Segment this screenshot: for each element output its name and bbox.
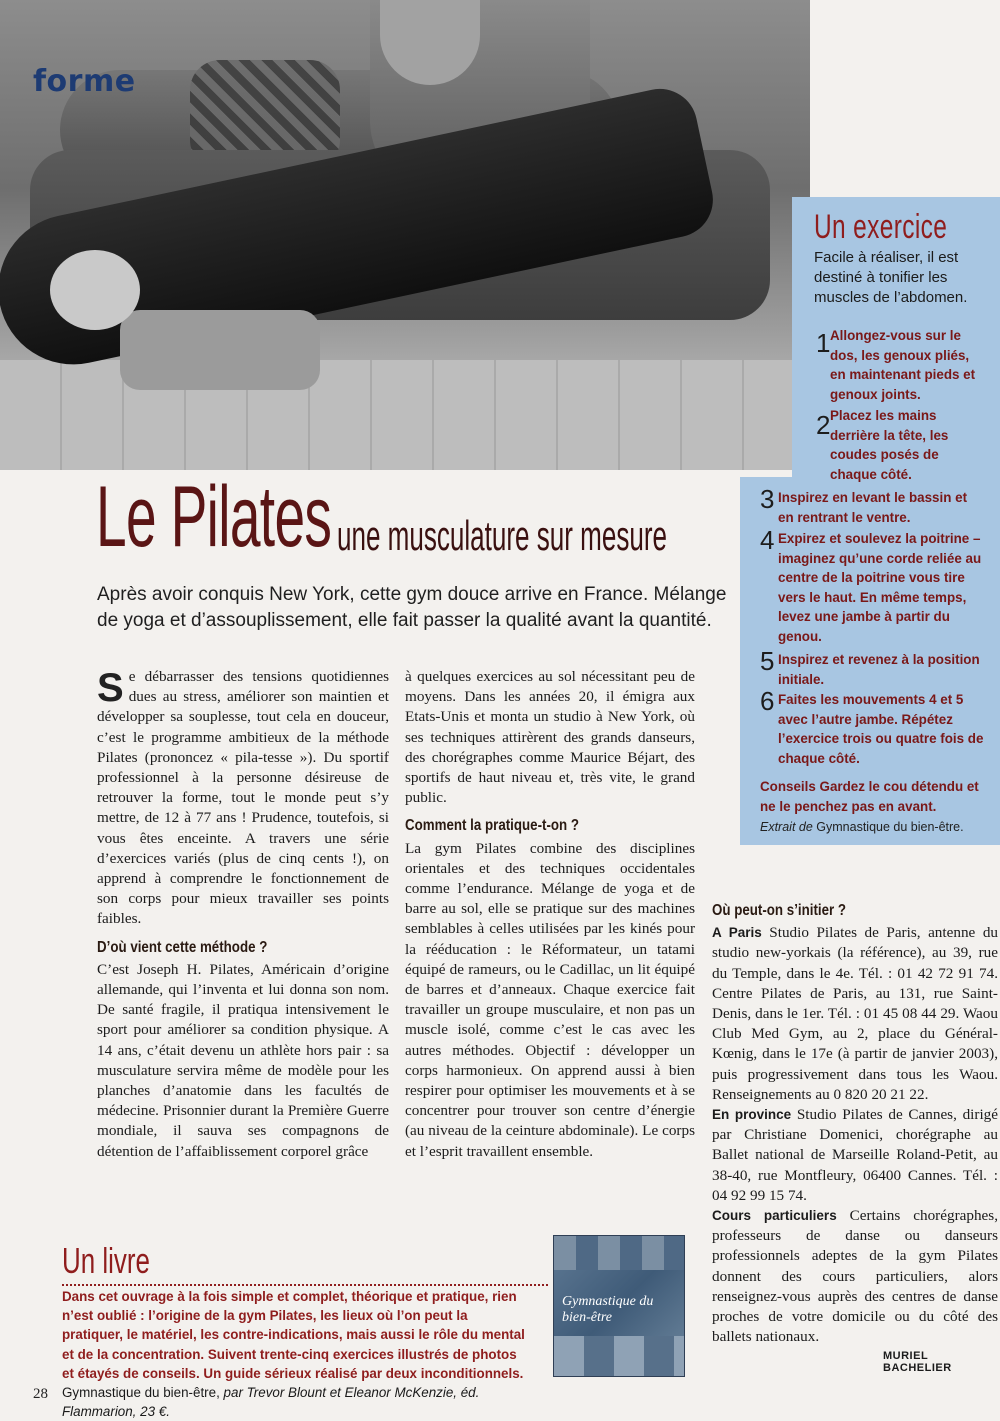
label-paris: A Paris	[712, 925, 762, 941]
article-title: Le Pilates	[96, 469, 332, 565]
paragraph: à quelques exercices au sol nécessitant peu de moyens. Dans les années 20, il émigra aux Etats-Unis et monta un studio à New York, où ses techniques attirèrent des grands danseurs, des chorégraphes comme Maurice Béjart, des sportifs de haut niveau et, très vite, le grand public.	[405, 668, 695, 807]
step-5	[760, 646, 985, 689]
book-reference-detail: par Trevor Blount et Eleanor McKenzie, éd. Flammarion, 23 €.	[62, 1385, 480, 1420]
article-subtitle: une musculature sur mesure	[337, 512, 667, 559]
step-2	[816, 406, 981, 484]
step-1	[816, 326, 981, 404]
paragraph-text: e débarrasser des tensions quotidiennes dues au stress, améliorer son maintien et développer sa souplesse, tout cela en douceur, c’est le programme ambitieux de la méthode Pilates (prononcez « pila-tesse »). Du sportif professionnel à la personne désireuse de retrouver la forme, tout le monde peut s’y mettre, de 12 à 77 ans ! Prudence, toutefois, si vous êtes enceinte. A travers une série d’exercices variés (plus de cinq cents !), on apprend à comprendre le fonctionnement de son corps pour mieux travailler ses points faibles.	[97, 668, 389, 928]
sidebar-conseils: Conseils Gardez le cou détendu et ne le penchez pas en avant.	[760, 779, 979, 814]
step-text: Faites les mouvements 4 et 5 avec l’autre jambe. Répétez l’exercice trois ou quatre fois de chaque côté.	[778, 692, 984, 766]
book-cover	[553, 1235, 685, 1377]
photo-woman-shirt	[120, 310, 320, 390]
book-cover-title: Gymnastique du bien-être	[562, 1294, 654, 1325]
section-tag: forme	[33, 64, 136, 99]
sidebar-title: Un exercice	[814, 208, 948, 246]
where-to-learn	[712, 893, 998, 1347]
sidebar-extrait	[760, 820, 964, 834]
label-province: En province	[712, 1107, 792, 1123]
subhead-where: Où peut-on s’initier ?	[712, 902, 847, 919]
extrait-label: Extrait de	[760, 820, 813, 834]
step-number: 1	[816, 328, 831, 358]
book-box-text	[62, 1287, 532, 1421]
step-number: 3	[760, 484, 775, 514]
photo-woman-head	[50, 250, 140, 330]
article-column-2	[405, 667, 695, 1162]
paragraph-text: Studio Pilates de Paris, antenne du studio new-yorkais (la référence), au 39, rue du Temple, dans le 4e. Tél. : 01 42 72 91 74. Centre Pilates de Paris, au 131, rue Saint-Denis, dans le 1er. Tél. : 01 45 08 44 29. Waou Club Med Gym, au 2, place du Général-Kœnig, dans le 17e (à partir de janvier 2003), puis progressivement dans tous les Waou. Renseignements au 0 820 20 21 22.	[712, 924, 999, 1103]
author-signature: MURIEL BACHELIER	[883, 1350, 952, 1374]
step-number: 5	[760, 646, 775, 676]
step-text: Inspirez en levant le bassin et en rentrant le ventre.	[778, 490, 968, 525]
paragraph: C’est Joseph H. Pilates, Américain d’origine allemande, qui l’inventa et lui donna son nom. De santé fragile, il pratiqua intensivement le sport pour améliorer sa condition physique. A 14 ans, c’était devenu un athlète hors pair : sa musculature servira même de modèle pour les planches d’anatomie dans les facultés de médecine. Prisonnier durant la Première Guerre mondiale, il sauva ses compagnons de détention de l’affaiblissement corporel grâce	[97, 960, 389, 1160]
book-description: Dans cet ouvrage à la fois simple et complet, théorique et pratique, rien n’est oublié : l’origine de la gym Pilates, les lieux où l’on peut la pratiquer, le matériel, les contre-indications, mais aussi le rôle du mental et de la concentration. Suivent trente-cinq exercices illustrés de photos et étayés de conseils. Un guide sérieux réalisé par deux inconditionnels.	[62, 1289, 525, 1381]
book-cover-photos-bottom	[554, 1336, 684, 1376]
subhead-practice: Comment la pratique-t-on ?	[405, 817, 580, 835]
step-text: Allongez-vous sur le dos, les genoux pliés, en maintenant pieds et genoux joints.	[830, 328, 976, 402]
article-column-1	[97, 667, 389, 1162]
step-number: 4	[760, 525, 775, 555]
book-cover-photos	[554, 1236, 684, 1270]
extrait-book: Gymnastique du bien-être.	[816, 820, 964, 834]
paragraph	[97, 667, 389, 930]
step-6	[760, 686, 985, 768]
step-text: Inspirez et revenez à la position initiale.	[778, 652, 980, 687]
step-text: Expirez et soulevez la poitrine – imaginez qu’une corde reliée au centre de la poitrine vous tire vers le haut. En même temps, levez une jambe à partir du genou.	[778, 531, 982, 644]
paragraph-text: Studio Pilates de Cannes, dirigé par Christiane Domenici, chorégraphe au Ballet national de Marseille Roland-Petit, au 38-40, rue Montfleury, 06400 Cannes. Tél. : 04 92 99 15 74.	[712, 1106, 998, 1204]
book-box-rule	[62, 1284, 548, 1286]
paragraph-text: Certains chorégraphes, professeurs de danse ou danseurs professionnels adeptes de la gym Pilates donnent des cours particuliers, alors renseignez-vous auprès des centres de danse proches de votre domicile ou du côté des ballets nationaux.	[712, 1207, 998, 1346]
page-number: 28	[33, 1386, 48, 1402]
book-reference-title: Gymnastique du bien-être,	[62, 1385, 220, 1401]
paragraph-cours	[712, 1206, 998, 1347]
paragraph: La gym Pilates combine des disciplines orientales et des techniques occidentales comme l’endurance. Mélange de yoga et de barre au sol, elle se pratique sur des machines semblables à celles utilisées par les kinés pour la rééducation : le Réformateur, un tatami équipé de rameurs, ou le Cadillac, un lit équipé de barres et d’anneaux. Chaque exercice fait travailler un groupe musculaire, et non pas un muscle isolé, comme c’est le cas avec les autres méthodes. Objectif : développer un corps harmonieux. On apprend aussi à bien respirer pour optimiser les mouvements et à se concentrer pour trouver son centre d’énergie (au niveau de la ceinture abdominale). Le corps et l’esprit travaillent ensemble.	[405, 839, 695, 1160]
step-3	[760, 484, 985, 527]
paragraph-province	[712, 1105, 998, 1206]
book-box-title: Un livre	[62, 1240, 150, 1281]
step-number: 2	[816, 410, 831, 440]
sidebar-intro: Facile à réaliser, il est destiné à tonifier les muscles de l’abdomen.	[814, 249, 968, 306]
article-lead: Après avoir conquis New York, cette gym douce arrive en France. Mélange de yoga et d’assouplissement, elle fait passer la qualité avant la quantité.	[97, 584, 727, 631]
drop-cap: S	[97, 666, 124, 710]
paragraph-paris	[712, 923, 998, 1105]
step-text: Placez les mains derrière la tête, les coudes posés de chaque côté.	[830, 408, 949, 482]
label-cours: Cours particuliers	[712, 1208, 837, 1224]
step-4	[760, 525, 985, 646]
step-number: 6	[760, 686, 775, 716]
subhead-origin: D’où vient cette méthode ?	[97, 938, 268, 956]
